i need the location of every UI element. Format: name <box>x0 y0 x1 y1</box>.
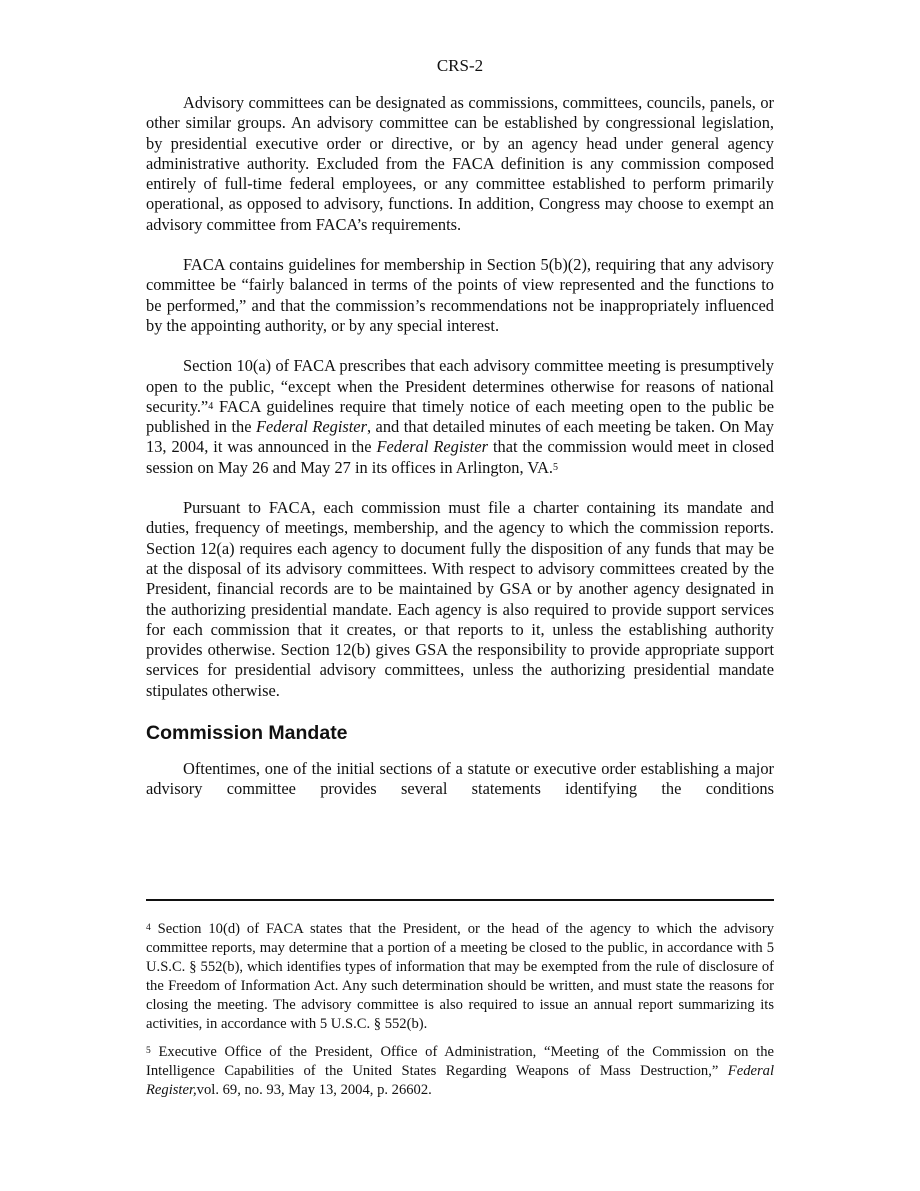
footnote-text: vol. 69, no. 93, May 13, 2004, p. 26602. <box>196 1082 432 1098</box>
footnote-divider <box>146 899 774 901</box>
paragraph-text: , and that detailed minutes of each meeting be taken. On May 13, 2004, it was announced in the <box>146 417 774 457</box>
footnote-text: Executive Office of the President, Office of Administration, “Meeting of the Commission on the Intelligence Capabilities of the United States Regarding Weapons of Mass Destruction,” <box>146 1044 774 1079</box>
footnote-number: 5 <box>146 1046 151 1056</box>
paragraph-open-meetings <box>146 356 774 478</box>
document-body <box>146 93 774 800</box>
footnote-4 <box>146 920 774 1034</box>
paragraph-mandate: Oftentimes, one of the initial sections of a statute or executive order establishing a major advisory committee provides several statements identifying the conditions <box>146 759 774 799</box>
page-header <box>0 56 920 76</box>
footnote-5 <box>146 1043 774 1100</box>
footnote-ref-4: 4 <box>208 400 214 412</box>
page-number: CRS-2 <box>436 56 484 75</box>
publication-title: Federal Register <box>255 417 367 437</box>
footnotes <box>146 920 774 1109</box>
paragraph-membership-guidelines: FACA contains guidelines for membership in Section 5(b)(2), requiring that any advisory committee be “fairly balanced in terms of the points of view represented and the functions to be performed,” and that the commission’s recommendations not be inappropriately influenced by the appointing authority, or by any special interest. <box>146 255 774 335</box>
paragraph-text: that the commission would meet in closed session on May 26 and May 27 in its offices in Arlington, VA. <box>146 437 775 477</box>
footnote-ref-5: 5 <box>553 461 559 473</box>
paragraph-charter-requirements: Pursuant to FACA, each commission must file a charter containing its mandate and duties, frequency of meetings, membership, and the agency to which the commission reports. Section 12(a) requires each agency to document fully the disposition of any funds that may be at the disposal of its advisory committees. With respect to advisory committees created by the President, financial records are to be maintained by GSA or by another agency designated in the authorizing presidential mandate. Each agency is also required to provide support services for each commission that it creates, or that reports to it, unless the establishing authority provides otherwise. Section 12(b) gives GSA the responsibility to provide appropriate support services for presidential advisory committees, unless the authorizing presidential mandate stipulates otherwise. <box>146 498 774 700</box>
publication-title: Federal Register <box>376 437 488 457</box>
paragraph-advisory-committees: Advisory committees can be designated as commissions, committees, councils, panels, or other similar groups. An advisory committee can be established by congressional legislation, by presidential executive order or directive, or by an agency head under general agency administrative authority. Excluded from the FACA definition is any commission composed entirely of full-time federal employees, or any committee established to perform primarily operational, as opposed to advisory, functions. In addition, Congress may choose to exempt an advisory committee from FACA’s requirements. <box>146 93 774 234</box>
paragraph-text: Section 10(a) of FACA prescribes that each advisory committee meeting is presumptively open to the public, “except when the President determines otherwise for reasons of national security.” <box>146 356 774 416</box>
paragraph-text: FACA guidelines require that timely notice of each meeting open to the public be published in the <box>146 396 774 437</box>
section-heading: Commission Mandate <box>146 722 348 745</box>
footnote-text: Section 10(d) of FACA states that the President, or the head of the agency to which the advisory committee reports, may determine that a portion of a meeting be closed to the public, in accordance with 5 U.S.C. § 552(b), which identifies types of information that may be exempted from the rule of disclosure of the Freedom of Information Act. Any such determination should be written, and must state the reasons for closing the meeting. The advisory committee is also required to issue an annual report summarizing its activities, in accordance with 5 U.S.C. § 552(b). <box>146 921 774 1032</box>
publication-title: Federal Register, <box>146 1063 774 1098</box>
footnote-number: 4 <box>146 923 151 933</box>
